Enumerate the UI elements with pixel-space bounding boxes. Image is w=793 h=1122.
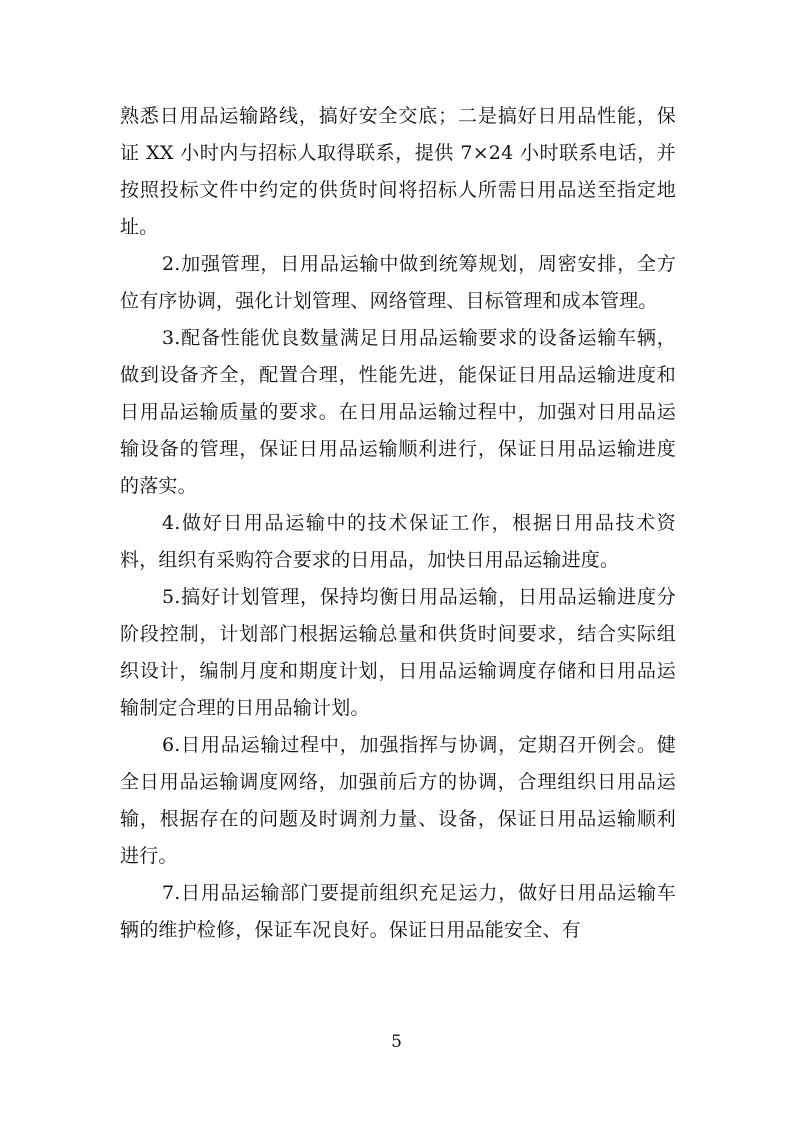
paragraph-item-3: 3.配备性能优良数量满足日用品运输要求的设备运输车辆，做到设备齐全，配置合理，性能先进，能保证日用品运输进度和日用品运输质量的要求。在日用品运输过程中，加强对日用品运输设备的管理，保证日用品运输顺利进行，保证日用品运输进度的落实。 (120, 327, 676, 497)
body-text (120, 98, 676, 949)
paragraph-item-2: 2.加强管理，日用品运输中做到统筹规划，周密安排，全方位有序协调，强化计划管理、网络管理、目标管理和成本管理。 (120, 253, 676, 312)
paragraph-continuation: 熟悉日用品运输路线，搞好安全交底；二是搞好日用品性能，保证 XX 小时内与招标人取得联系，提供 7×24 小时联系电话，并按照投标文件中约定的供货时间将招标人所需日用品送至指定地址。 (120, 105, 676, 238)
paragraph-item-6: 6.日用品运输过程中，加强指挥与协调，定期召开例会。健全日用品运输调度网络，加强前后方的协调，合理组织日用品运输，根据存在的问题及时调剂力量、设备，保证日用品运输顺利进行。 (120, 734, 676, 867)
paragraph-item-5: 5.搞好计划管理，保持均衡日用品运输，日用品运输进度分阶段控制，计划部门根据运输总量和供货时间要求，结合实际组织设计，编制月度和期度计划，日用品运输调度存储和日用品运输制定合理的日用品输计划。 (120, 586, 676, 719)
paragraph-item-4: 4.做好日用品运输中的技术保证工作，根据日用品技术资料，组织有采购符合要求的日用品，加快日用品运输进度。 (120, 512, 676, 571)
paragraph-item-7: 7.日用品运输部门要提前组织充足运力，做好日用品运输车辆的维护检修，保证车况良好。保证日用品能安全、有 (120, 882, 676, 941)
page-number: 5 (391, 1032, 402, 1052)
